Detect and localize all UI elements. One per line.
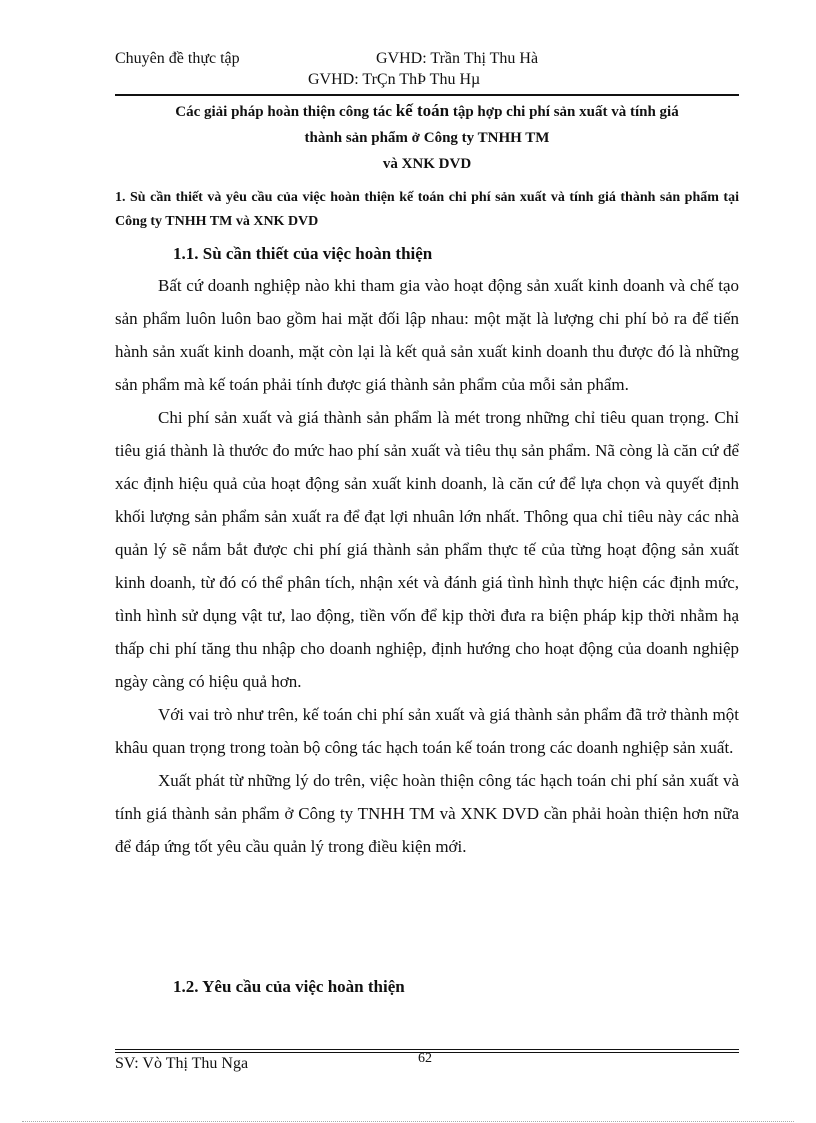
title-line-1: Các giải pháp hoàn thiện công tác kế toán tập hợp chi phí sản xuất và tính giá <box>175 101 679 120</box>
paragraph: Chi phí sản xuất và giá thành sản phẩm là mét trong những chỉ tiêu quan trọng. Chỉ tiêu giá thành là thước đo mức hao phí sản xuất và tiêu thụ sản phẩm. Nã còng là căn cứ để xác định hiệu quả của hoạt động sản xuất kinh doanh, là căn cứ để lựa chọn và quyết định khối lượng sản phẩm sản xuất ra để đạt lợi nhuân lớn nhất. Thông qua chỉ tiêu này các nhà quản lý sẽ nắm bắt được chi phí giá thành sản phẩm thực tế của từng hoạt động sản xuất kinh doanh, từ đó có thể phân tích, nhận xét và đánh giá tình hình thực hiện các định mức, tình hình sử dụng vật tư, lao động, tiền vốn để kịp thời đưa ra biện pháp kịp thời nhằm hạ thấp chi phí tăng thu nhập cho doanh nghiệp, định hướng cho hoạt động của doanh nghiệp ngày càng có hiệu quả hơn. <box>115 408 739 691</box>
paragraph: Với vai trò như trên, kế toán chi phí sản xuất và giá thành sản phẩm đã trở thành một khâu quan trọng trong toàn bộ công tác hạch toán kế toán trong các doanh nghiệp sản xuất. <box>115 705 739 757</box>
title-line-2: thành sản phẩm ở Công ty TNHH TM <box>304 130 550 146</box>
header-divider <box>115 94 739 96</box>
header-supervisor-legacy: GVHD: TrÇn ThÞ Thu Hµ <box>308 71 481 88</box>
section-1-heading: 1. Sù cần thiết và yêu cầu của việc hoàn thiện kế toán chi phí sản xuất và tính giá thành sản phẩm tại Công ty TNHH TM và XNK DVD <box>115 190 739 229</box>
header-supervisor: GVHD: Trần Thị Thu Hà <box>376 50 539 67</box>
page-edge-dots <box>22 1121 794 1122</box>
document-title <box>115 98 739 177</box>
footer-student: SV: Vò Thị Thu Nga <box>115 1055 249 1072</box>
title-keyword: kế toán <box>395 101 450 120</box>
page-number: 62 <box>418 1051 432 1066</box>
paragraph: Bất cứ doanh nghiệp nào khi tham gia vào hoạt động sản xuất kinh doanh và chế tạo sản phẩm luôn luôn bao gồm hai mặt đối lập nhau: một mặt là lượng chi phí bỏ ra để tiến hành sản xuất kinh doanh, mặt còn lại là kết quả sản xuất kinh doanh thu được đó là những sản phẩm mà kế toán phải tính được giá thành sản phẩm của mỗi sản phẩm. <box>115 276 739 394</box>
subsection-1-1-heading: 1.1. Sù cần thiết của việc hoàn thiện <box>173 244 433 263</box>
footer-divider-top <box>115 1049 739 1050</box>
subsection-1-1-body <box>115 269 739 863</box>
paragraph: Xuất phát từ những lý do trên, việc hoàn thiện công tác hạch toán chi phí sản xuất và tính giá thành sản phẩm ở Công ty TNHH TM và XNK DVD cần phải hoàn thiện hơn nữa để đáp ứng tốt yêu cầu quản lý trong điều kiện mới. <box>115 771 739 856</box>
header-subject: Chuyên đề thực tập <box>115 50 240 67</box>
subsection-1-2-heading: 1.2. Yêu cầu của việc hoàn thiện <box>173 977 405 996</box>
title-line-3: và XNK DVD <box>382 156 472 172</box>
